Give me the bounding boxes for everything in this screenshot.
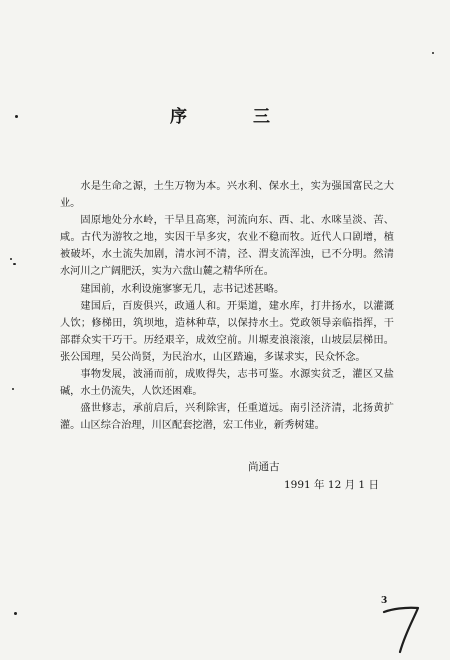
paragraph: 建国后，百废俱兴，政通人和。开渠道，建水库，打井扬水，以灌溉人饮；修梯田，筑坝地，造林种草，以保持水土。党政领导亲临指挥，干部群众实干巧干。历经艰辛，成效空前。川塬麦浪滚滚，山坡层层梯田。张公国理，吴公尚贤，为民治水，山区踏遍，多谋求实，民众怀念。 [60,300,394,363]
scan-speck [13,263,16,265]
author-signature: 尚通古 [248,461,280,473]
paragraph: 盛世修志，承前启后，兴利除害，任重道远。南引泾济清，北扬黄扩灌。山区综合治理，川区配套挖潜，宏工伟业，新秀树建。 [60,403,394,432]
signature-date: 1991 年 12 月 1 日 [284,479,379,491]
scan-speck [432,52,434,54]
paragraph: 建国前，水利设施寥寥无几，志书记述甚略。 [80,283,285,295]
page-title: 序 三 [170,107,300,127]
paragraph: 固原地处分水岭，干旱且高寒，河流向东、西、北、水咪呈淡、苦、咸。古代为游牧之地，实因干旱多灾，农业不稳而牧。近代人口剧增，植被破坏，水土流失加剧，清水河不清，泾、渭支流浑浊，已不分明。然清水河川之广阔肥沃，实为六盘山麓之精华所在。 [60,215,394,278]
scan-speck [12,388,14,390]
page-number: 3 [381,596,388,606]
body-text [60,178,394,434]
scan-speck [14,612,17,615]
handwritten-seven-icon [378,602,426,656]
paragraph: 水是生命之源，土生万物为本。兴水利、保水土，实为强国富民之大业。 [60,181,394,210]
paragraph: 事物发展，波涌而前，成败得失，志书可鉴。水源实贫乏，灌区又盐碱，水土仍流失，人饮还困难。 [60,369,394,398]
handwritten-page-mark [378,602,426,660]
scan-speck [10,258,12,260]
